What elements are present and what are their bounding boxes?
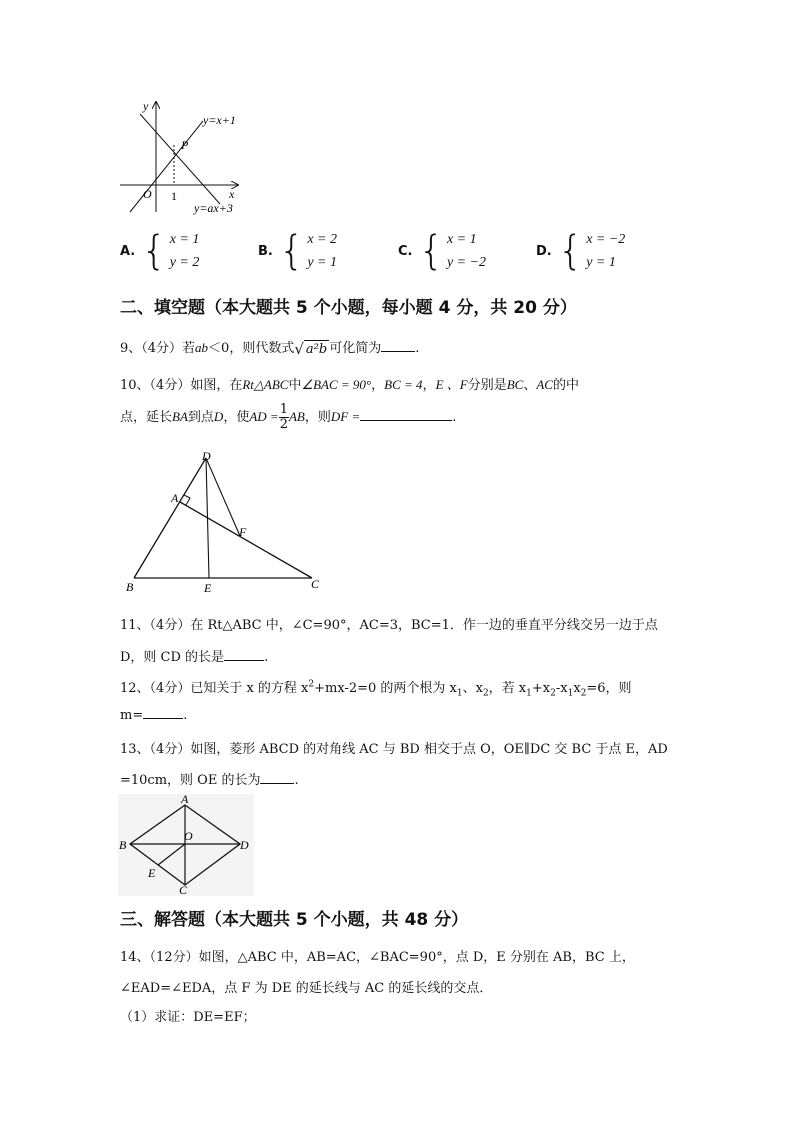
line2-label: y=ax+3 xyxy=(194,201,233,215)
text: ，则 xyxy=(304,410,331,425)
subscript: 2 xyxy=(550,688,556,699)
right-angle-mark xyxy=(184,495,190,505)
subscript: 1 xyxy=(526,688,532,699)
vertex-b: B xyxy=(126,580,134,594)
math-var: AC xyxy=(536,377,553,392)
numerator: 1 xyxy=(279,402,288,417)
text: +x xyxy=(531,681,551,696)
equation: y = −2 xyxy=(446,255,487,270)
equation: y = 1 xyxy=(307,255,337,270)
equation: x = 1 xyxy=(446,232,477,247)
text: 12、（4分）已知关于 x 的方程 x xyxy=(120,681,309,696)
vertex-e: E xyxy=(204,581,212,595)
triangle-figure xyxy=(120,448,330,596)
math-var: Rt△ABC xyxy=(242,377,289,392)
question-11-line1: 11、（4分）在 Rt△ABC 中，∠C=90°，AC=3，BC=1．作一边的垂直平分线交另一边于点 xyxy=(120,618,658,633)
superscript: 2 xyxy=(308,679,315,690)
math-var: BA xyxy=(172,409,188,424)
math-var: BC = 4 xyxy=(384,377,423,392)
text: 可化简为 xyxy=(329,341,382,356)
choice-d[interactable] xyxy=(536,228,625,274)
line-y-x-plus-1 xyxy=(130,121,203,212)
subscript: 2 xyxy=(482,688,489,699)
tick-label: 1 xyxy=(171,189,177,203)
text: 10、（4分）如图，在 xyxy=(120,378,243,393)
math-var: D xyxy=(213,409,224,424)
question-10-line2: 点，延长BA到点D，使AD = $\frac{1}{2}$ AB，则DF = . xyxy=(120,402,457,432)
choice-label: D. xyxy=(536,243,552,259)
radicand: a²b xyxy=(305,341,328,357)
vertex-f: F xyxy=(239,525,247,539)
text: D，则 CD 的长是 xyxy=(120,650,225,665)
y-axis-label: y xyxy=(143,99,149,113)
math-var: ab xyxy=(195,340,209,355)
math-var: BC xyxy=(506,377,524,392)
choice-label: C. xyxy=(398,243,413,259)
vertex-d: D xyxy=(240,838,249,852)
math-var: AD = xyxy=(249,409,279,424)
math-var: ∠BAC = 90° xyxy=(301,377,372,392)
text: ，使 xyxy=(223,410,250,425)
text: 的中 xyxy=(552,378,579,393)
line-y-ax-plus-3 xyxy=(140,114,220,204)
choice-c[interactable] xyxy=(398,228,486,274)
math-var: E 、F xyxy=(435,377,468,392)
text: +mx-2=0 的两个根为 x xyxy=(314,681,457,696)
vertex-a: A xyxy=(171,491,179,505)
question-14-line2: ∠EAD=∠EDA，点 F 为 DE 的延长线与 AC 的延长线的交点． xyxy=(120,981,493,996)
line1-label: y=x+1 xyxy=(203,113,236,127)
text: 9、（4分）若 xyxy=(120,341,196,356)
answer-blank[interactable] xyxy=(143,718,183,719)
section-heading: 二、填空题（本大题共 5 个小题，每小题 4 分，共 20 分） xyxy=(120,298,577,318)
question-12-line2: m= . xyxy=(120,708,188,723)
question-14-line1: 14、（12分）如图，△ABC 中，AB=AC，∠BAC=90°，点 D，E 分别在 AB，BC 上， xyxy=(120,950,635,965)
origin-label: O xyxy=(143,187,152,201)
text: 到点 xyxy=(187,410,214,425)
vertex-c: C xyxy=(311,577,320,591)
answer-blank[interactable] xyxy=(260,783,294,784)
vertex-a: A xyxy=(181,794,189,806)
point-label: P xyxy=(181,138,189,152)
math-var: DF = xyxy=(330,409,361,424)
text: -x xyxy=(555,681,568,696)
sqrt-expression: √ a²b xyxy=(294,339,328,358)
section-heading: 三、解答题（本大题共 5 个小题，共 48 分） xyxy=(120,910,469,930)
text: ，若 x xyxy=(488,681,527,696)
equation: y = 2 xyxy=(169,255,200,270)
text: 中 xyxy=(288,378,302,393)
question-14-part1: （1）求证：DE=EF； xyxy=(120,1010,256,1025)
brace: { xyxy=(557,228,584,274)
brace: { xyxy=(418,228,444,274)
question-13-line1: 13、（4分）如图，菱形 ABCD 的对角线 AC 与 BD 相交于点 O，OE∥DC 交 BC 于点 E，AD xyxy=(120,742,668,757)
brace: { xyxy=(141,228,167,274)
answer-blank[interactable] xyxy=(224,660,264,661)
question-13-line2: =10cm，则 OE 的长为 . xyxy=(120,773,299,788)
coordinate-figure xyxy=(118,96,258,220)
choice-label: A. xyxy=(120,243,136,259)
rhombus-figure xyxy=(118,794,254,896)
choice-b[interactable] xyxy=(258,228,337,274)
text: 、x xyxy=(462,681,483,696)
vertex-b: B xyxy=(119,838,127,852)
vertex-c: C xyxy=(179,883,188,896)
segment-df xyxy=(206,458,240,536)
figure-background xyxy=(118,794,254,896)
question-11-line2: D，则 CD 的长是 . xyxy=(120,650,269,665)
question-12-line1 xyxy=(120,677,632,699)
center-o: O xyxy=(184,829,193,843)
text: =10cm，则 OE 的长为 xyxy=(120,773,261,788)
question-10-line1: 10、（4分）如图，在Rt△ABC中∠BAC = 90°，BC = 4，E 、F分别是BC、AC的中 xyxy=(120,377,579,393)
subscript: 1 xyxy=(456,688,463,699)
text: =6，则 xyxy=(586,681,632,696)
equation: x = 2 xyxy=(307,232,337,247)
subscript: 2 xyxy=(580,688,587,699)
x-axis-label: x xyxy=(229,187,235,201)
text: 点，延长 xyxy=(120,410,173,425)
vertex-d: D xyxy=(202,449,211,463)
equation: y = 1 xyxy=(586,255,616,270)
choice-label: B. xyxy=(258,243,273,259)
text: x xyxy=(573,681,581,696)
denominator: 2 xyxy=(279,417,288,432)
text: m= xyxy=(120,708,144,723)
choice-a[interactable] xyxy=(120,228,199,274)
text: ＜0，则代数式 xyxy=(208,341,295,356)
equation: x = 1 xyxy=(169,232,200,247)
segment-ac xyxy=(180,502,312,578)
text: 分别是 xyxy=(467,378,507,393)
point-e: E xyxy=(148,866,156,880)
segment-bd xyxy=(134,458,206,578)
brace: { xyxy=(278,228,305,274)
equation: x = −2 xyxy=(586,232,626,247)
answer-blank[interactable] xyxy=(360,420,452,421)
math-var: AB xyxy=(288,409,305,424)
fraction xyxy=(279,403,289,432)
question-9: 9、（4分）若ab＜0，则代数式 √ a²b 可化简为 . xyxy=(120,339,420,358)
subscript: 1 xyxy=(567,688,574,699)
answer-blank[interactable] xyxy=(381,351,415,352)
